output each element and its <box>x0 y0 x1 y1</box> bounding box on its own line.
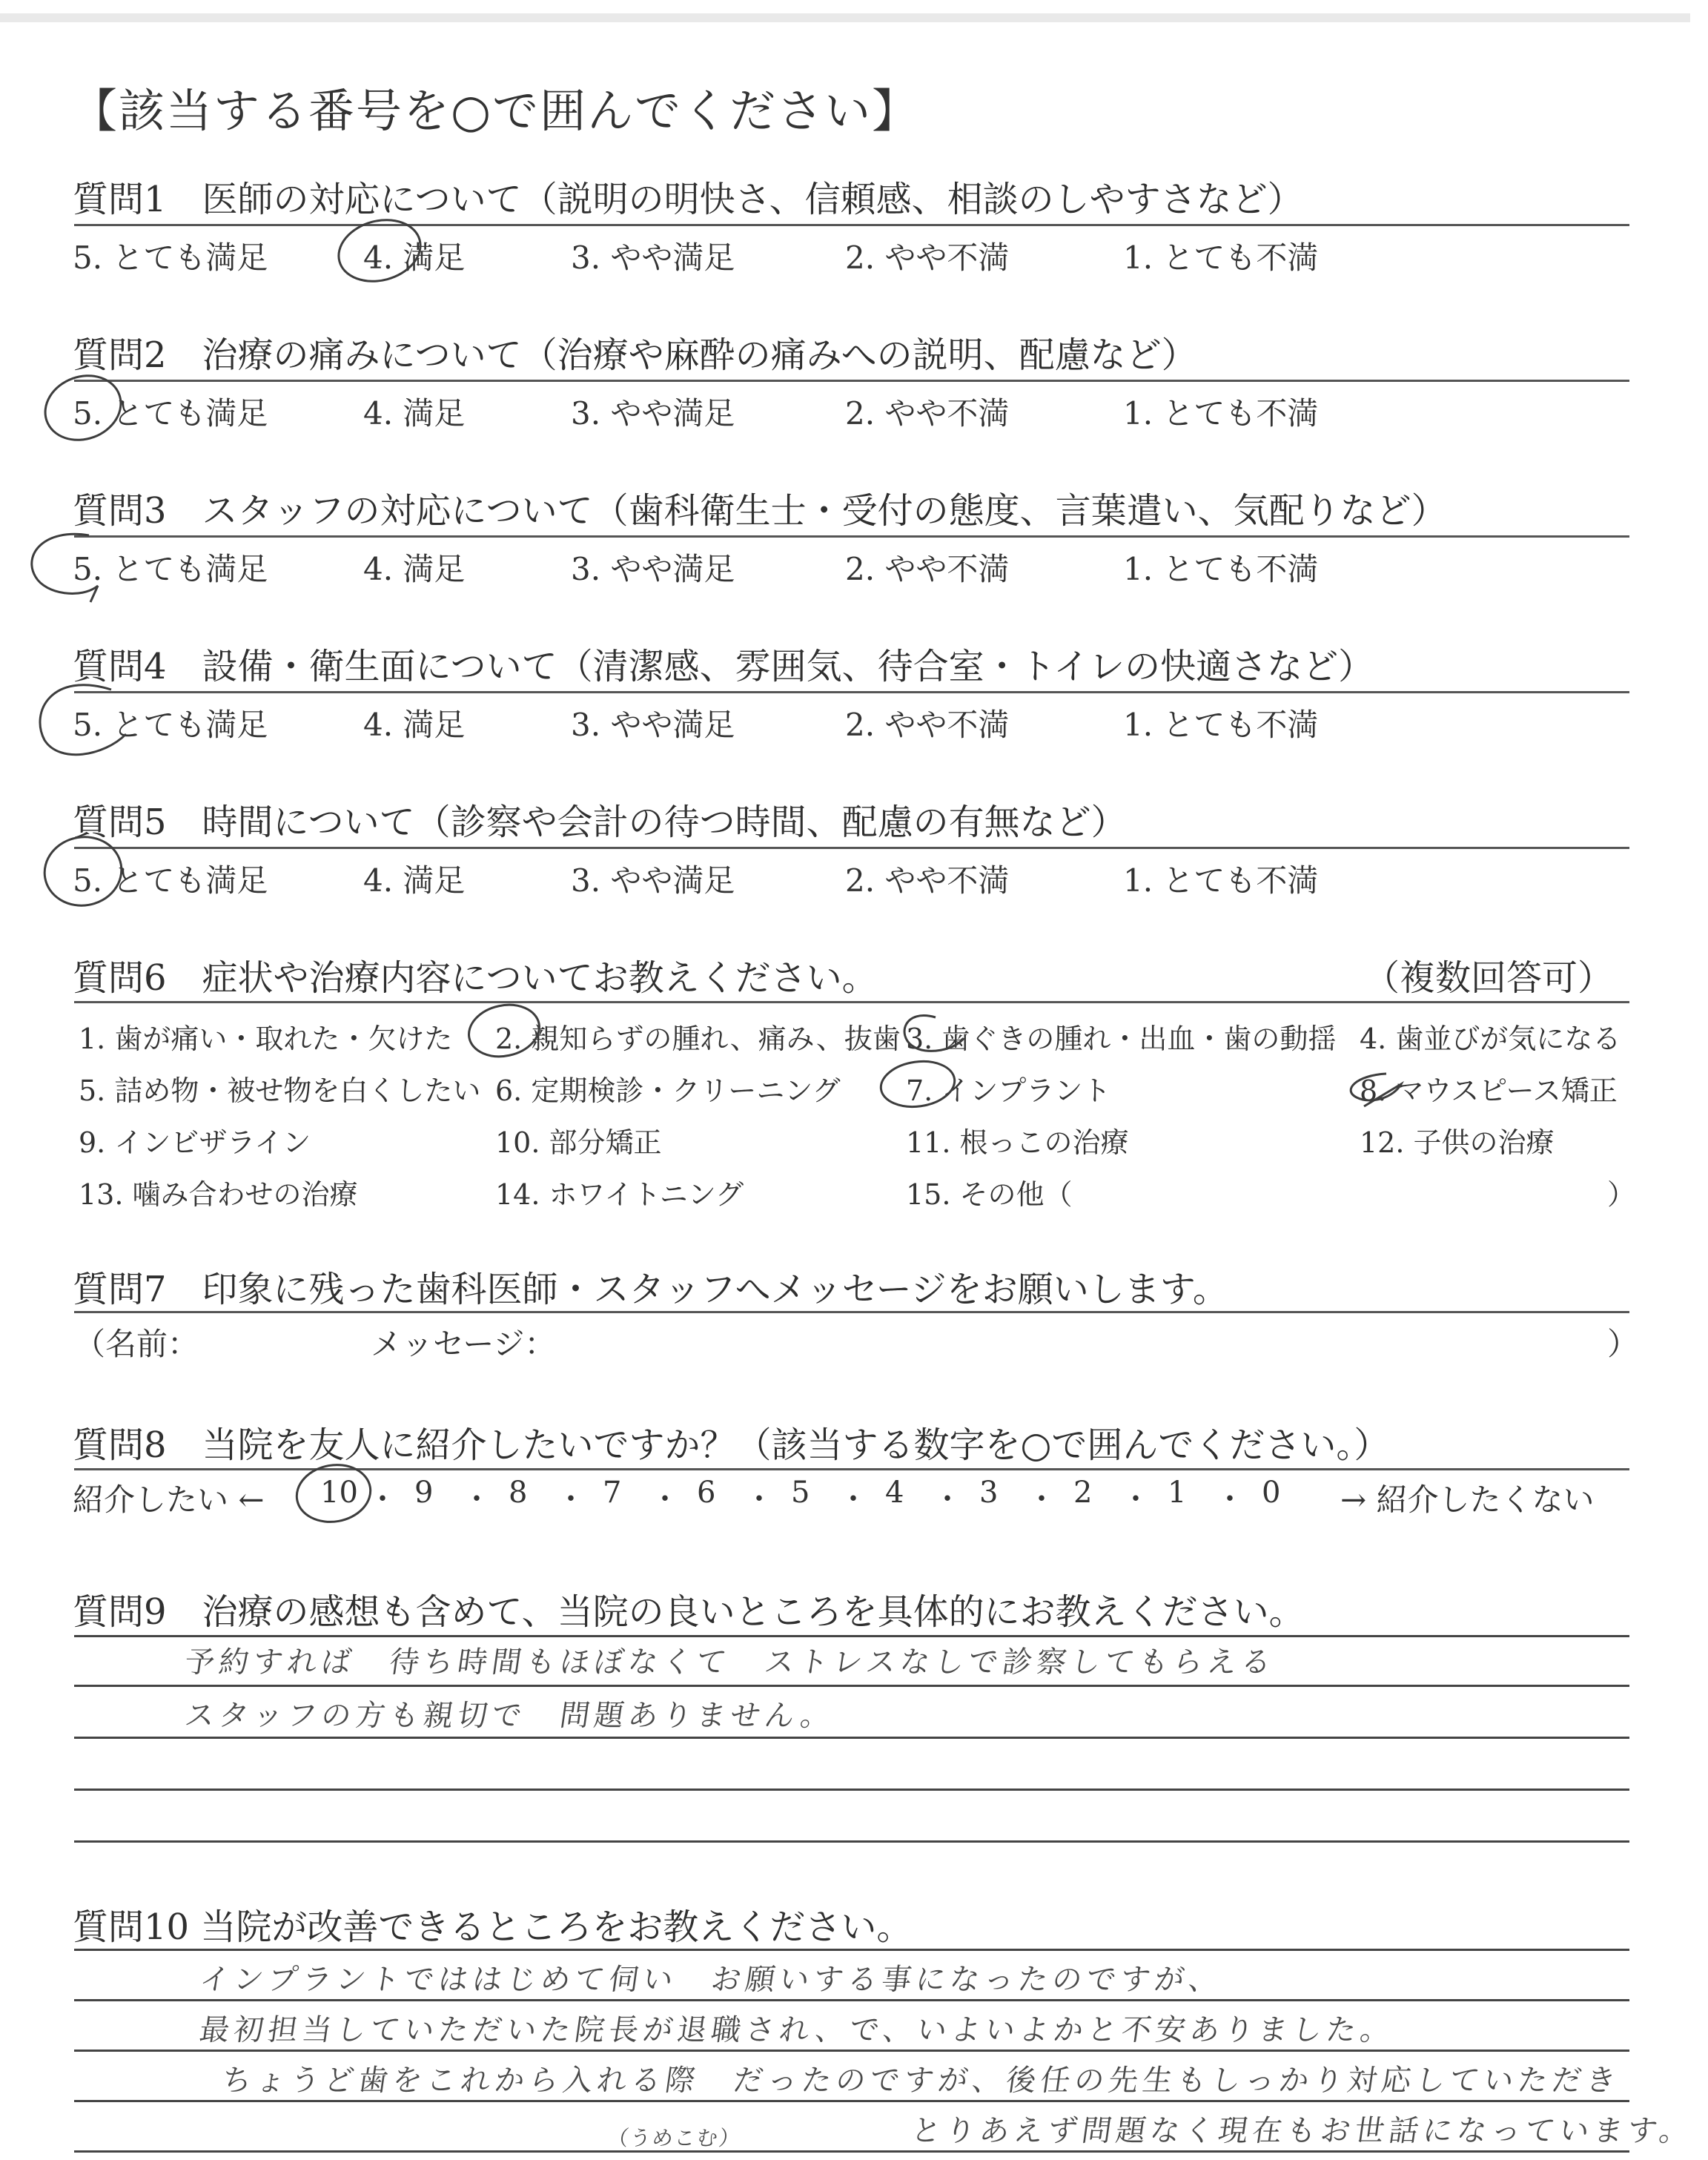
q7-title: 質問7 印象に残った歯科医師・スタッフへメッセージをお願いします。 <box>73 1269 1228 1310</box>
q8-scale-9[interactable]: 9 <box>414 1476 434 1510</box>
q1-option-4[interactable]: 4. 満足 <box>363 240 466 276</box>
q4-option-2[interactable]: 2. やや不満 <box>845 707 1010 743</box>
q6-item-7[interactable]: 7. インプラント <box>906 1074 1111 1107</box>
q8-scale-0[interactable]: 0 <box>1262 1476 1281 1510</box>
q5-option-4[interactable]: 4. 満足 <box>363 862 466 899</box>
q6-item-10[interactable]: 10. 部分矯正 <box>495 1126 662 1159</box>
q6-other-close-paren: ） <box>1607 1178 1636 1211</box>
q4-option-1[interactable]: 1. とても不満 <box>1123 707 1319 743</box>
q1-option-3[interactable]: 3. やや満足 <box>571 240 735 276</box>
q5-option-1[interactable]: 1. とても不満 <box>1123 862 1319 899</box>
q8-title: 質問8 当院を友人に紹介したいですか？（該当する数字を○で囲んでください。） <box>73 1424 1390 1466</box>
q6-item-8[interactable]: 8. マウスピース矯正 <box>1360 1074 1618 1107</box>
q3-option-2[interactable]: 2. やや不満 <box>845 551 1010 587</box>
q9-line-5 <box>74 1840 1629 1843</box>
q10-answer-line-4[interactable]: とりあえず問題なく現在もお世話になっています。 <box>909 2114 1696 2148</box>
q4-option-5[interactable]: 5. とても満足 <box>73 707 268 743</box>
q2-option-2[interactable]: 2. やや不満 <box>845 395 1010 432</box>
q3-title: 質問3 スタッフの対応について（歯科衛生士・受付の態度、言葉遣い、気配りなど） <box>73 490 1447 532</box>
q1-title: 質問1 医師の対応について（説明の明快さ、信頼感、相談のしやすさなど） <box>73 179 1303 220</box>
q10-line-4 <box>74 2100 1629 2102</box>
q4-option-3[interactable]: 3. やや満足 <box>571 707 735 743</box>
q4-title: 質問4 設備・衛生面について（清潔感、雰囲気、待合室・トイレの快適さなど） <box>73 646 1374 687</box>
q10-answer-line-3[interactable]: ちょうど歯をこれから入れる際 だったのですが、後任の先生もしっかり対応していただき <box>219 2064 1623 2098</box>
q2-option-5[interactable]: 5. とても満足 <box>73 395 268 432</box>
q8-scale-dot: ・ <box>462 1482 491 1516</box>
q6-item-1[interactable]: 1. 歯が痛い・取れた・欠けた <box>79 1023 453 1055</box>
q2-option-3[interactable]: 3. やや満足 <box>571 395 735 432</box>
q6-item-15[interactable]: 15. その他（ <box>906 1178 1073 1211</box>
q10-line-3 <box>74 2050 1629 2052</box>
q5-option-3[interactable]: 3. やや満足 <box>571 862 735 899</box>
q8-rule <box>74 1468 1629 1470</box>
q1-option-5[interactable]: 5. とても満足 <box>73 240 268 276</box>
q7-name-label: （名前： <box>74 1326 199 1362</box>
q9-line-4 <box>74 1789 1629 1791</box>
q3-option-3[interactable]: 3. やや満足 <box>571 551 735 587</box>
q4-option-4[interactable]: 4. 満足 <box>363 707 466 743</box>
q8-scale-5[interactable]: 5 <box>791 1476 810 1510</box>
q4-rule <box>74 691 1629 693</box>
q10-line-2 <box>74 1999 1629 2001</box>
q8-scale-3[interactable]: 3 <box>979 1476 999 1510</box>
q8-scale-6[interactable]: 6 <box>697 1476 716 1510</box>
q2-rule <box>74 380 1629 382</box>
q8-scale-7[interactable]: 7 <box>603 1476 622 1510</box>
q8-right-label: → 紹介したくない <box>1340 1482 1595 1518</box>
q7-close-paren: ） <box>1607 1326 1639 1362</box>
q7-message-label: メッセージ： <box>371 1326 556 1362</box>
q8-scale-8[interactable]: 8 <box>509 1476 528 1510</box>
q3-option-4[interactable]: 4. 満足 <box>363 551 466 587</box>
q8-scale-10[interactable]: 10 <box>320 1476 358 1510</box>
q8-scale-dot: ・ <box>838 1482 868 1516</box>
q6-item-9[interactable]: 9. インビザライン <box>79 1126 311 1159</box>
q6-item-5[interactable]: 5. 詰め物・被せ物を白くしたい <box>79 1074 481 1107</box>
q1-rule <box>74 224 1629 226</box>
q8-scale-dot: ・ <box>1215 1482 1245 1516</box>
q6-rule <box>74 1001 1629 1003</box>
q6-item-12[interactable]: 12. 子供の治療 <box>1360 1126 1555 1159</box>
q5-option-2[interactable]: 2. やや不満 <box>845 862 1010 899</box>
q10-line-1 <box>74 1949 1629 1951</box>
q8-scale-dot: ・ <box>368 1482 397 1516</box>
q9-title: 質問9 治療の感想も含めて、当院の良いところを具体的にお教えください。 <box>73 1591 1305 1633</box>
q10-title: 質問10 当院が改善できるところをお教えください。 <box>73 1906 913 1948</box>
q2-option-1[interactable]: 1. とても不満 <box>1123 395 1319 432</box>
q2-title: 質問2 治療の痛みについて（治療や麻酔の痛みへの説明、配慮など） <box>73 334 1197 376</box>
q10-small-note: （うめこむ） <box>606 2126 744 2150</box>
q6-note: （複数回答可） <box>1364 957 1614 999</box>
q6-title: 質問6 症状や治療内容についてお教えください。 <box>73 957 878 999</box>
q8-scale-dot: ・ <box>1027 1482 1056 1516</box>
q7-rule <box>74 1311 1629 1313</box>
q8-scale-dot: ・ <box>1121 1482 1151 1516</box>
q5-rule <box>74 847 1629 849</box>
q8-scale-4[interactable]: 4 <box>885 1476 904 1510</box>
q10-answer-line-2[interactable]: 最初担当していただいた院長が退職され、で、いよいよかと不安ありました。 <box>197 2013 1397 2047</box>
q10-answer-line-1[interactable]: インプラントでははじめて伺い お願いする事になったのですが、 <box>197 1963 1225 1997</box>
q8-scale-dot: ・ <box>650 1482 680 1516</box>
q1-option-2[interactable]: 2. やや不満 <box>845 240 1010 276</box>
q6-item-14[interactable]: 14. ホワイトニング <box>495 1178 744 1211</box>
q8-scale-1[interactable]: 1 <box>1168 1476 1187 1510</box>
q8-scale-dot: ・ <box>556 1482 586 1516</box>
q9-answer-line-2[interactable]: スタッフの方も親切で 問題ありません。 <box>182 1699 838 1733</box>
q1-option-1[interactable]: 1. とても不満 <box>1123 240 1319 276</box>
q3-rule <box>74 535 1629 538</box>
q6-item-11[interactable]: 11. 根っこの治療 <box>906 1126 1129 1159</box>
q6-item-13[interactable]: 13. 噛み合わせの治療 <box>79 1178 358 1211</box>
q8-scale-2[interactable]: 2 <box>1073 1476 1093 1510</box>
q9-answer-line-1[interactable]: 予約すれば 待ち時間もほぼなくて ストレスなしで診察してもらえる <box>182 1645 1278 1680</box>
q6-item-3[interactable]: 3. 歯ぐきの腫れ・出血・歯の動揺 <box>906 1023 1337 1055</box>
q9-line-2 <box>74 1685 1629 1687</box>
q10-line-5 <box>74 2150 1629 2153</box>
q8-scale-dot: ・ <box>933 1482 962 1516</box>
page-heading: 【該当する番号を○で囲んでください】 <box>71 84 920 138</box>
q6-item-6[interactable]: 6. 定期検診・クリーニング <box>495 1074 841 1107</box>
q3-option-5[interactable]: 5. とても満足 <box>73 551 268 587</box>
q6-item-4[interactable]: 4. 歯並びが気になる <box>1360 1023 1621 1055</box>
q9-line-1 <box>74 1635 1629 1637</box>
q5-option-5[interactable]: 5. とても満足 <box>73 862 268 899</box>
q9-line-3 <box>74 1737 1629 1739</box>
q3-option-1[interactable]: 1. とても不満 <box>1123 551 1319 587</box>
q5-title: 質問5 時間について（診察や会計の待つ時間、配慮の有無など） <box>73 802 1127 843</box>
q6-item-2[interactable]: 2. 親知らずの腫れ、痛み、抜歯 <box>495 1023 901 1055</box>
scan-top-edge <box>0 13 1690 22</box>
q8-scale-dot: ・ <box>744 1482 774 1516</box>
q2-option-4[interactable]: 4. 満足 <box>363 395 466 432</box>
q8-left-label: 紹介したい ← <box>73 1482 265 1518</box>
